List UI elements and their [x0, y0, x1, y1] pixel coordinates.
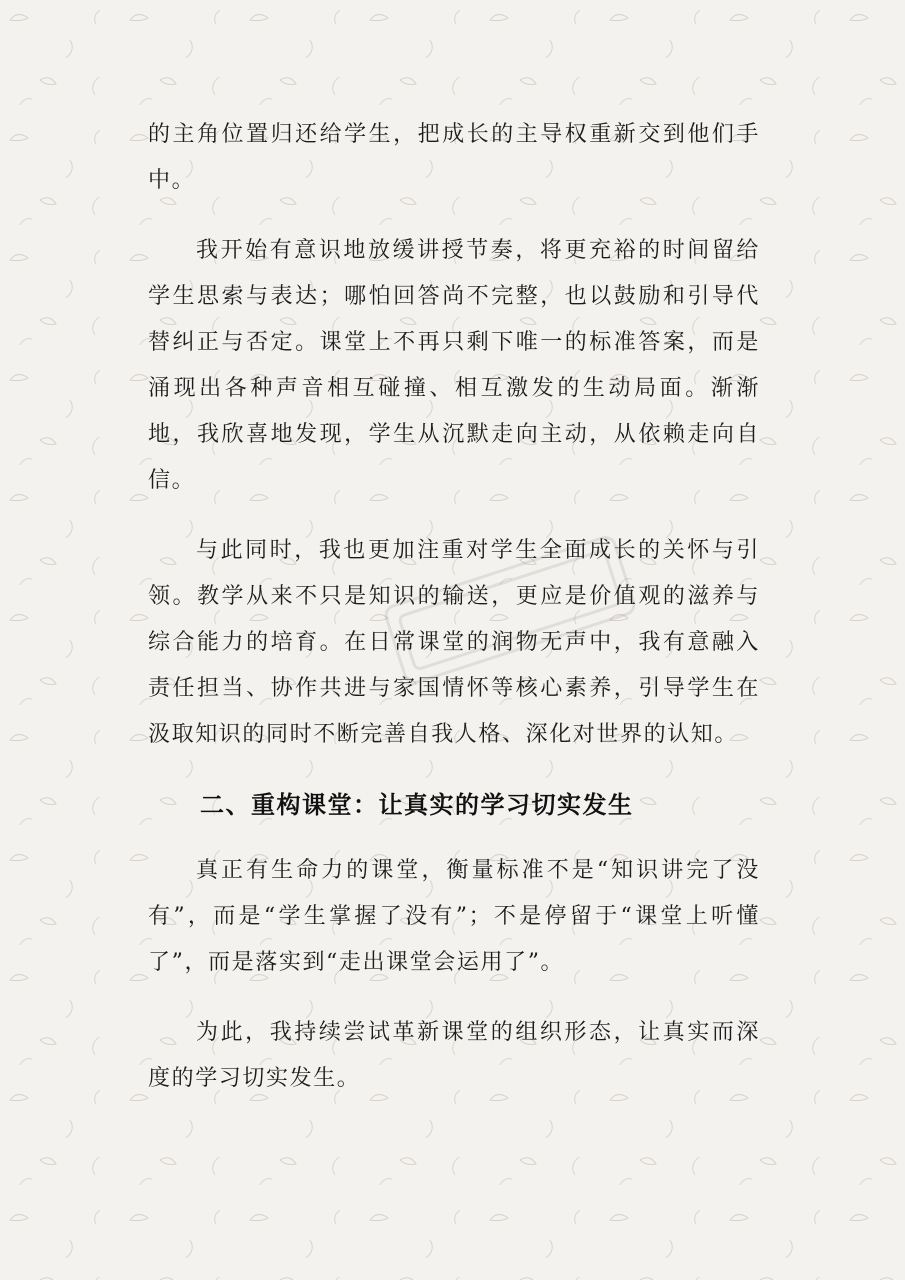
paragraph-5: 为此，我持续尝试革新课堂的组织形态，让真实而深度的学习切实发生。 — [148, 1020, 760, 1091]
paragraph-2: 我开始有意识地放缓讲授节奏，将更充裕的时间留给学生思索与表达；哪怕回答尚不完整，也以鼓励和引导代替纠正与否定。课堂上不再只剩下唯一的标准答案，而是涌现出各种声音相互碰撞、相互激发的生动局面。渐渐地，我欣喜地发现，学生从沉默走向主动，从依赖走向自信。 — [148, 238, 760, 493]
paragraph-1: 的主角位置归还给学生，把成长的主导权重新交到他们手中。 — [148, 122, 760, 193]
article-body — [148, 112, 760, 1126]
paragraph-4: 真正有生命力的课堂，衡量标准不是“知识讲完了没有”，而是“学生掌握了没有”；不是停留于“课堂上听懂了”，而是落实到“走出课堂会运用了”。 — [148, 858, 760, 975]
section-heading: 二、重构课堂：让真实的学习切实发生 — [200, 791, 634, 819]
paragraph-3: 与此同时，我也更加注重对学生全面成长的关怀与引领。教学从来不只是知识的输送，更应是价值观的滋养与综合能力的培育。在日常课堂的润物无声中，我有意融入责任担当、协作共进与家国情怀等核心素养，引导学生在汲取知识的同时不断完善自我人格、深化对世界的认知。 — [148, 538, 760, 747]
